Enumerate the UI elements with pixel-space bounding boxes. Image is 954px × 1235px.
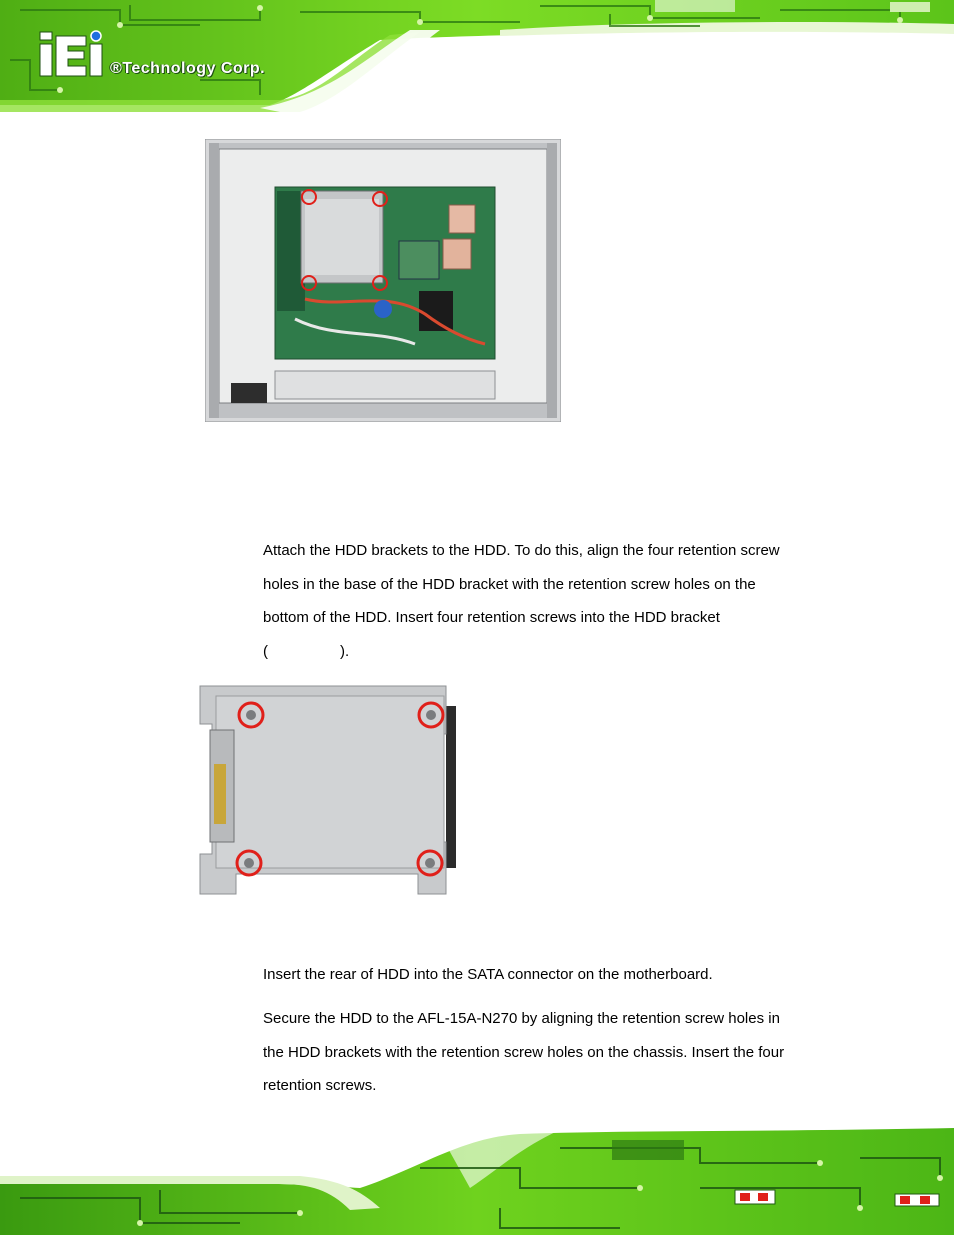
- iei-logo-mark-icon: [38, 30, 110, 80]
- logo-wordmark: ®Technology Corp.: [110, 60, 266, 77]
- step-line: the HDD brackets with the retention screw holes on the chassis. Insert the four: [263, 1043, 785, 1061]
- paren-open: (: [263, 642, 268, 660]
- iei-logo: [38, 30, 298, 86]
- step-line: Attach the HDD brackets to the HDD. To do this, align the four retention screw: [263, 542, 780, 559]
- secure-hdd-step: [263, 1002, 823, 1103]
- paren-close: ).: [340, 642, 350, 660]
- step-line: holes in the base of the HDD bracket with the retention screw holes on the: [263, 575, 756, 593]
- attach-brackets-step: [263, 534, 823, 668]
- step-line: retention screws.: [263, 1077, 377, 1094]
- figure-reference: [263, 635, 823, 669]
- page-footer-banner: [0, 1128, 954, 1235]
- step-line: Secure the HDD to the AFL-15A-N270 by aligning the retention screw holes in: [263, 1010, 780, 1027]
- hdd-bracket-screws-photo: [196, 684, 458, 896]
- page-header-banner: [0, 0, 954, 118]
- step-line: bottom of the HDD. Insert four retention screws into the HDD bracket: [263, 609, 720, 626]
- circuit-board-footer-graphic: [0, 1128, 954, 1235]
- insert-rear-step: [263, 958, 823, 992]
- step-line: Insert the rear of HDD into the SATA connector on the motherboard.: [263, 966, 713, 983]
- chassis-hdd-screws-photo: [205, 139, 561, 422]
